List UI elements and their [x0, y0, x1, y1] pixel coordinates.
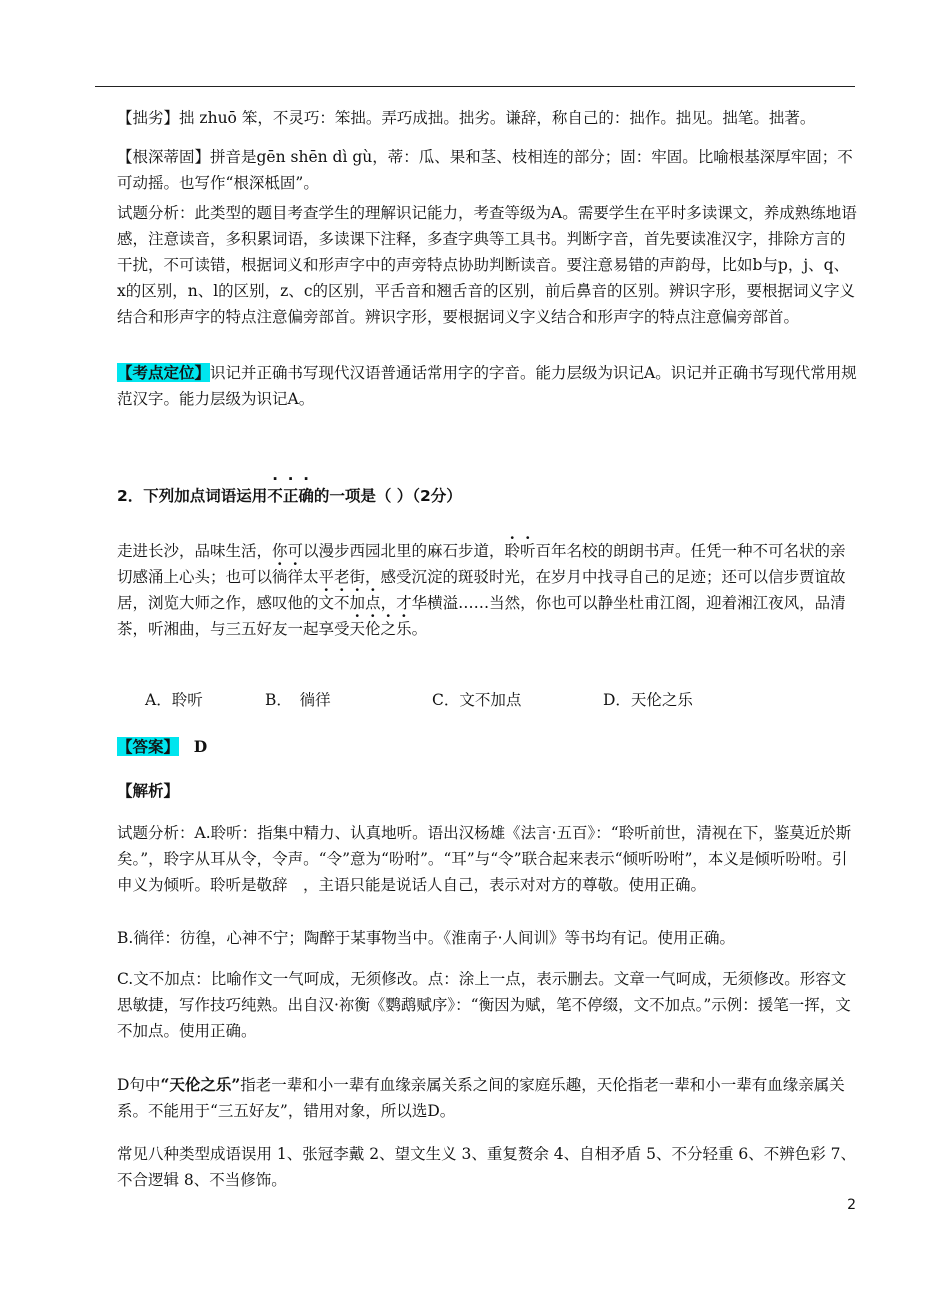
definition-zhuolie: 【拙劣】拙 zhuō 笨，不灵巧：笨拙。弄巧成拙。拙劣。谦辞，称自己的：拙作。拙见。拙笔。拙著。	[117, 109, 816, 127]
exam-point-text: 识记并正确书写现代汉语普通话常用字的字音。能力层级为识记A。识记并正确书写现代常用规范汉字。能力层级为识记A。	[117, 364, 857, 408]
analysis-paragraph-1: 试题分析：此类型的题目考查学生的理解识记能力，考查等级为A。需要学生在平时多读课文，养成熟练地语感，注意读音，多积累词语，多读课下注释，多查字典等工具书。判断字音，首先要读准汉字，排除方言的干扰，不可读错，根据词义和形声字中的声旁特点协助判断读音。要注意易错的声韵母，比如b与p，j、q、x的区别，n、l的区别，z、c的区别，平舌音和翘舌音的区别，前后鼻音的区别。辨识字形，要根据词义字义结合和形声字的特点注意偏旁部首。辨识字形，要根据词义字义结合和形声字的特点注意偏旁部首。	[117, 204, 857, 326]
question-passage: 走进长沙，品味生活，你可以漫步西园北里的麻石步道，聆听百年名校的朗朗书声。任凭一种不可名状的亲切感涌上心头；也可以徜徉太平老街，感受沉淀的斑驳时光，在岁月中找寻自己的足迹；还可以信步贾谊故居，浏览大师之作，感叹他的文不加点，才华横溢……当然，你也可以静坐杜甫江阁，迎着湘江夜风，品清茶，听湘曲，与三五好友一起享受天伦之乐。	[117, 542, 846, 638]
analysis-label: 【解析】	[117, 781, 180, 800]
analysis-d: D句中“天伦之乐”指老一辈和小一辈有血缘亲属关系之间的家庭乐趣，天伦指老一辈和小一辈有血缘亲属关系。不能用于“三五好友”，错用对象，所以选D。	[117, 1075, 845, 1120]
option-c: C．文不加点	[432, 691, 522, 709]
analysis-c: C.文不加点：比喻作文一气呵成，无须修改。点：涂上一点，表示删去。文章一气呵成，无须修改。形容文思敏捷，写作技巧纯熟。出自汉·祢衡《鹦鹉赋序》：“衡因为赋，笔不停缀，文不加点。”示例：援笔一挥，文不加点。使用正确。	[117, 970, 851, 1040]
analysis-a: 试题分析：A.聆听：指集中精力、认真地听。语出汉杨雄《法言·五百》：“聆听前世，清视在下，鉴莫近於斯矣。”，聆字从耳从令，令声。“令”意为“吩咐”。“耳”与“令”联合起来表示“倾听吩咐”，本义是倾听吩咐。引申义为倾听。聆听是敬辞 ，主语只能是说话人自己，表示对对方的尊敬。使用正确。	[117, 824, 852, 894]
page-number: 2	[847, 1197, 856, 1213]
header-rule	[95, 86, 855, 87]
exam-point-label: 【考点定位】	[117, 363, 211, 382]
option-b: B． 徜徉	[265, 691, 331, 709]
answer	[117, 734, 857, 760]
option-d: D．天伦之乐	[603, 691, 693, 709]
definition-genshendigu: 【根深蒂固】拼音是gēn shēn dì gù，蒂：瓜、果和茎、枝相连的部分；固：牢固。比喻根基深厚牢固；不可动摇。也写作“根深柢固”。	[117, 148, 853, 192]
idiom-misuse-types: 常见八种类型成语误用 1、张冠李戴 2、望文生义 3、重复赘余 4、自相矛盾 5、不分轻重 6、不辨色彩 7、不合逻辑 8、不当修饰。	[117, 1145, 857, 1189]
analysis-b: B.徜徉：彷徨，心神不宁；陶醉于某事物当中。《淮南子·人间训》等书均有记。使用正确。	[117, 929, 735, 947]
exam-point	[117, 360, 857, 412]
question-2: 2．下列加点词语运用不正确的一项是（ ）（2分）	[117, 487, 462, 505]
answer-label: 【答案】	[117, 737, 180, 756]
option-a: A．聆听	[145, 691, 203, 709]
answer-value: D	[193, 737, 208, 756]
